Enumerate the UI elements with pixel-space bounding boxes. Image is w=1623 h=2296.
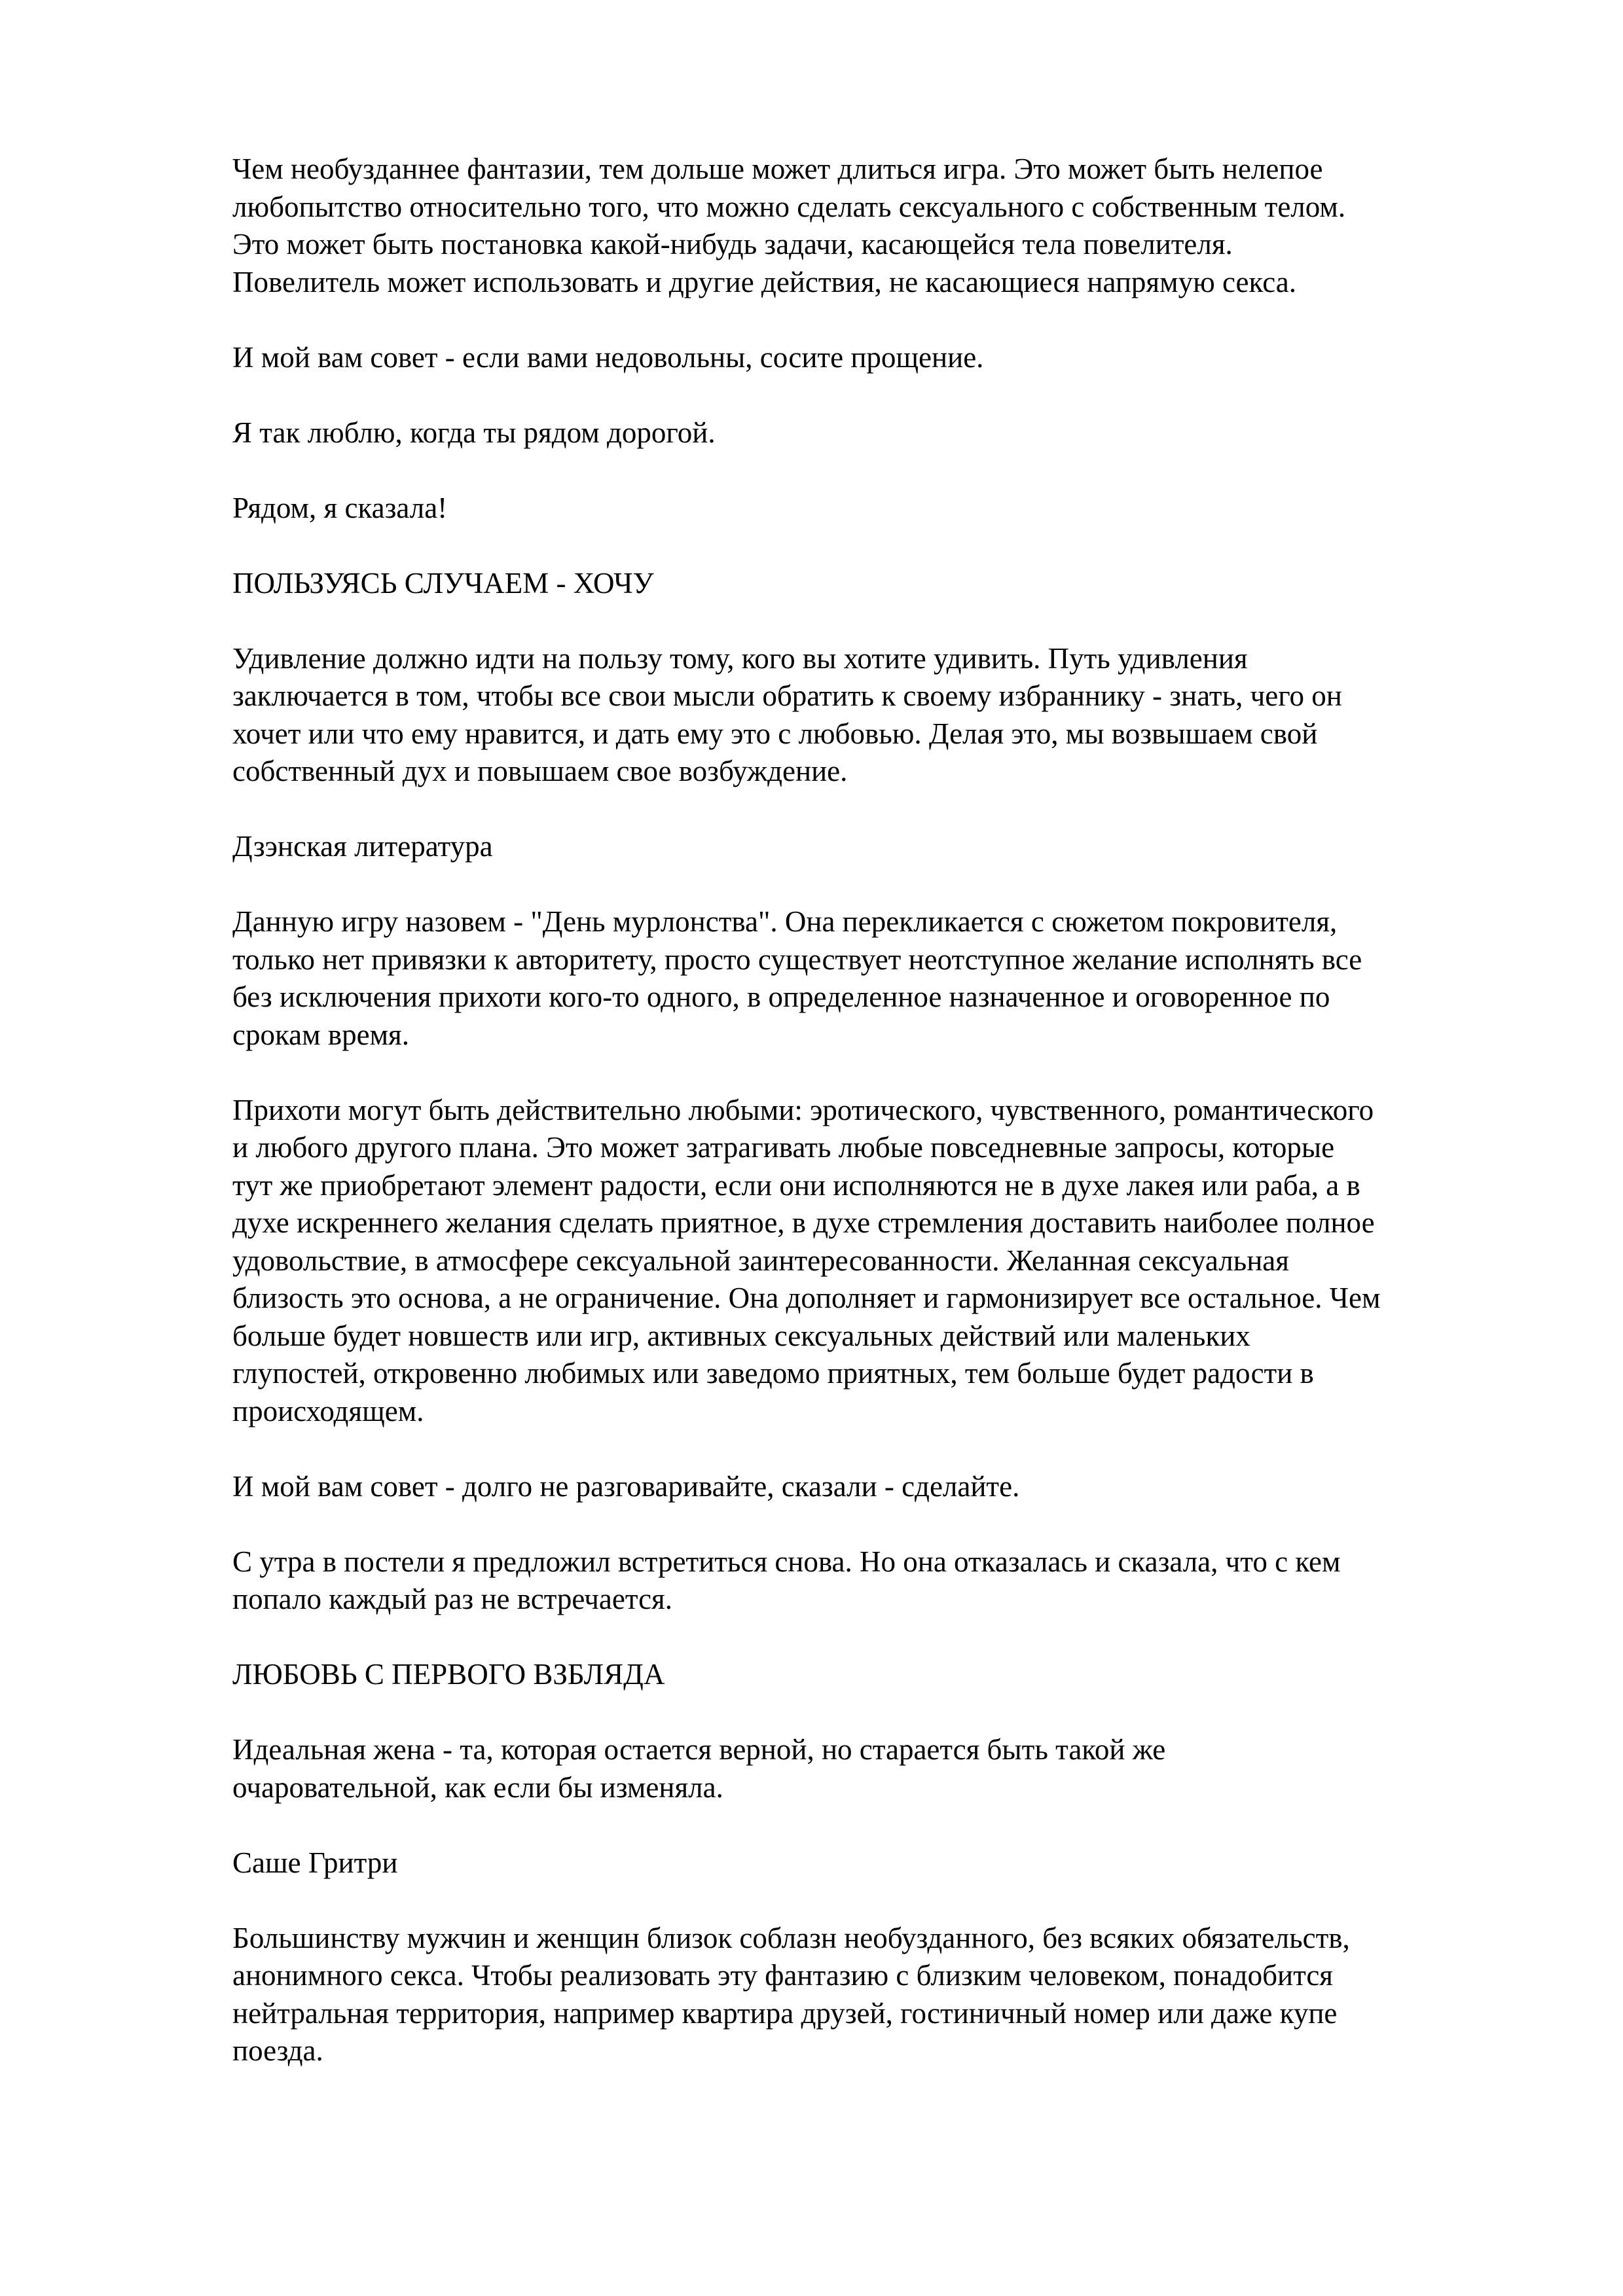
text-line: близость это основа, а не ограничение. Она дополняет и гармонизирует все остальное. Чем: [232, 1282, 1381, 1314]
epigraph-quote: [232, 640, 1516, 791]
text-line: Это может быть постановка какой-нибудь задачи, касающейся тела повелителя.: [232, 228, 1233, 260]
text-line: С утра в постели я предложил встретиться снова. Но она отказалась и сказала, что с кем: [232, 1545, 1341, 1578]
text-line: попало каждый раз не встречается.: [232, 1583, 672, 1615]
text-line: и любого другого плана. Это может затрагивать любые повседневные запросы, которые: [232, 1131, 1335, 1164]
text-line: хочет или что ему нравится, и дать ему это с любовью. Делая это, мы возвышаем свой: [232, 717, 1318, 750]
text-line: Саше Гритри: [232, 1846, 398, 1879]
text-line: поезда.: [232, 2034, 323, 2067]
paragraph-2: [232, 339, 1516, 377]
text-line: Удивление должно идти на пользу тому, кого вы хотите удивить. Путь удивления: [232, 641, 1248, 675]
text-line: Я так люблю, когда ты рядом дорогой.: [232, 416, 716, 449]
text-line: только нет привязки к авторитету, просто существует неотступное желание исполнять все: [232, 942, 1362, 976]
paragraph-4: [232, 490, 1516, 528]
text-line: больше будет новшеств или игр, активных сексуальных действий или маленьких: [232, 1319, 1250, 1352]
text-line: очаровательной, как если бы изменяла.: [232, 1770, 723, 1804]
text-line: ПОЛЬЗУЯСЬ СЛУЧАЕМ - ХОЧУ: [232, 566, 654, 600]
text-line: глупостей, откровенно любимых или заведомо приятных, тем больше будет радости в: [232, 1357, 1314, 1390]
text-line: ЛЮБОВЬ С ПЕРВОГО ВЗБЛЯДА: [232, 1658, 665, 1691]
text-line: Повелитель может использовать и другие действия, не касающиеся напрямую секса.: [232, 265, 1296, 298]
section-heading-2: [232, 1656, 1516, 1694]
paragraph-9: [232, 1092, 1516, 1431]
text-line: тут же приобретают элемент радости, если они исполняются не в духе лакея или раба, а в: [232, 1168, 1360, 1202]
text-line: удовольствие, в атмосфере сексуальной заинтересованности. Желанная сексуальная: [232, 1244, 1289, 1277]
text-line: Идеальная жена - та, которая остается верной, но старается быть такой же: [232, 1733, 1166, 1766]
paragraph-1: [232, 151, 1516, 301]
text-line: любопытство относительно того, что можно сделать сексуального с собственным телом.: [232, 190, 1346, 223]
section-heading: [232, 565, 1516, 603]
text-line: анонимного секса. Чтобы реализовать эту фантазию с близким человеком, понадобится: [232, 1959, 1333, 1992]
epigraph-source-2: [232, 1844, 1516, 1882]
text-line: Рядом, я сказала!: [232, 491, 448, 524]
epigraph-quote-2: [232, 1731, 1516, 1806]
text-line: нейтральная территория, например квартира друзей, гостиничный номер или даже купе: [232, 1996, 1338, 2030]
paragraph-11: [232, 1543, 1516, 1619]
text-line: Чем необузданнее фантазии, тем дольше может длиться игра. Это может быть нелепое: [232, 152, 1323, 185]
paragraph-3: [232, 414, 1516, 452]
paragraph-8: [232, 903, 1516, 1054]
text-line: И мой вам совет - долго не разговаривайте, сказали - сделайте.: [232, 1469, 1020, 1503]
text-line: И мой вам совет - если вами недовольны, сосите прощение.: [232, 340, 984, 374]
document-page: [232, 151, 1516, 2108]
paragraph-15: [232, 1920, 1516, 2070]
epigraph-source: [232, 828, 1516, 866]
text-line: без исключения прихоти кого-то одного, в определенное назначенное и оговоренное по: [232, 980, 1330, 1013]
text-line: происходящем.: [232, 1394, 424, 1427]
text-line: духе искреннего желания сделать приятное, в духе стремления доставить наиболее полное: [232, 1206, 1375, 1239]
text-line: Прихоти могут быть действительно любыми: эротического, чувственного, романтического: [232, 1093, 1374, 1126]
text-line: Данную игру назовем - "День мурлонства". Она перекликается с сюжетом покровителя,: [232, 905, 1338, 938]
text-line: собственный дух и повышаем свое возбуждение.: [232, 755, 848, 787]
paragraph-10: [232, 1468, 1516, 1506]
text-line: Дзэнская литература: [232, 830, 493, 863]
text-line: срокам время.: [232, 1018, 409, 1051]
text-line: заключается в том, чтобы все свои мысли обратить к своему избраннику - знать, чего он: [232, 679, 1342, 712]
text-line: Большинству мужчин и женщин близок соблазн необузданного, без всяких обязательств,: [232, 1921, 1350, 1954]
